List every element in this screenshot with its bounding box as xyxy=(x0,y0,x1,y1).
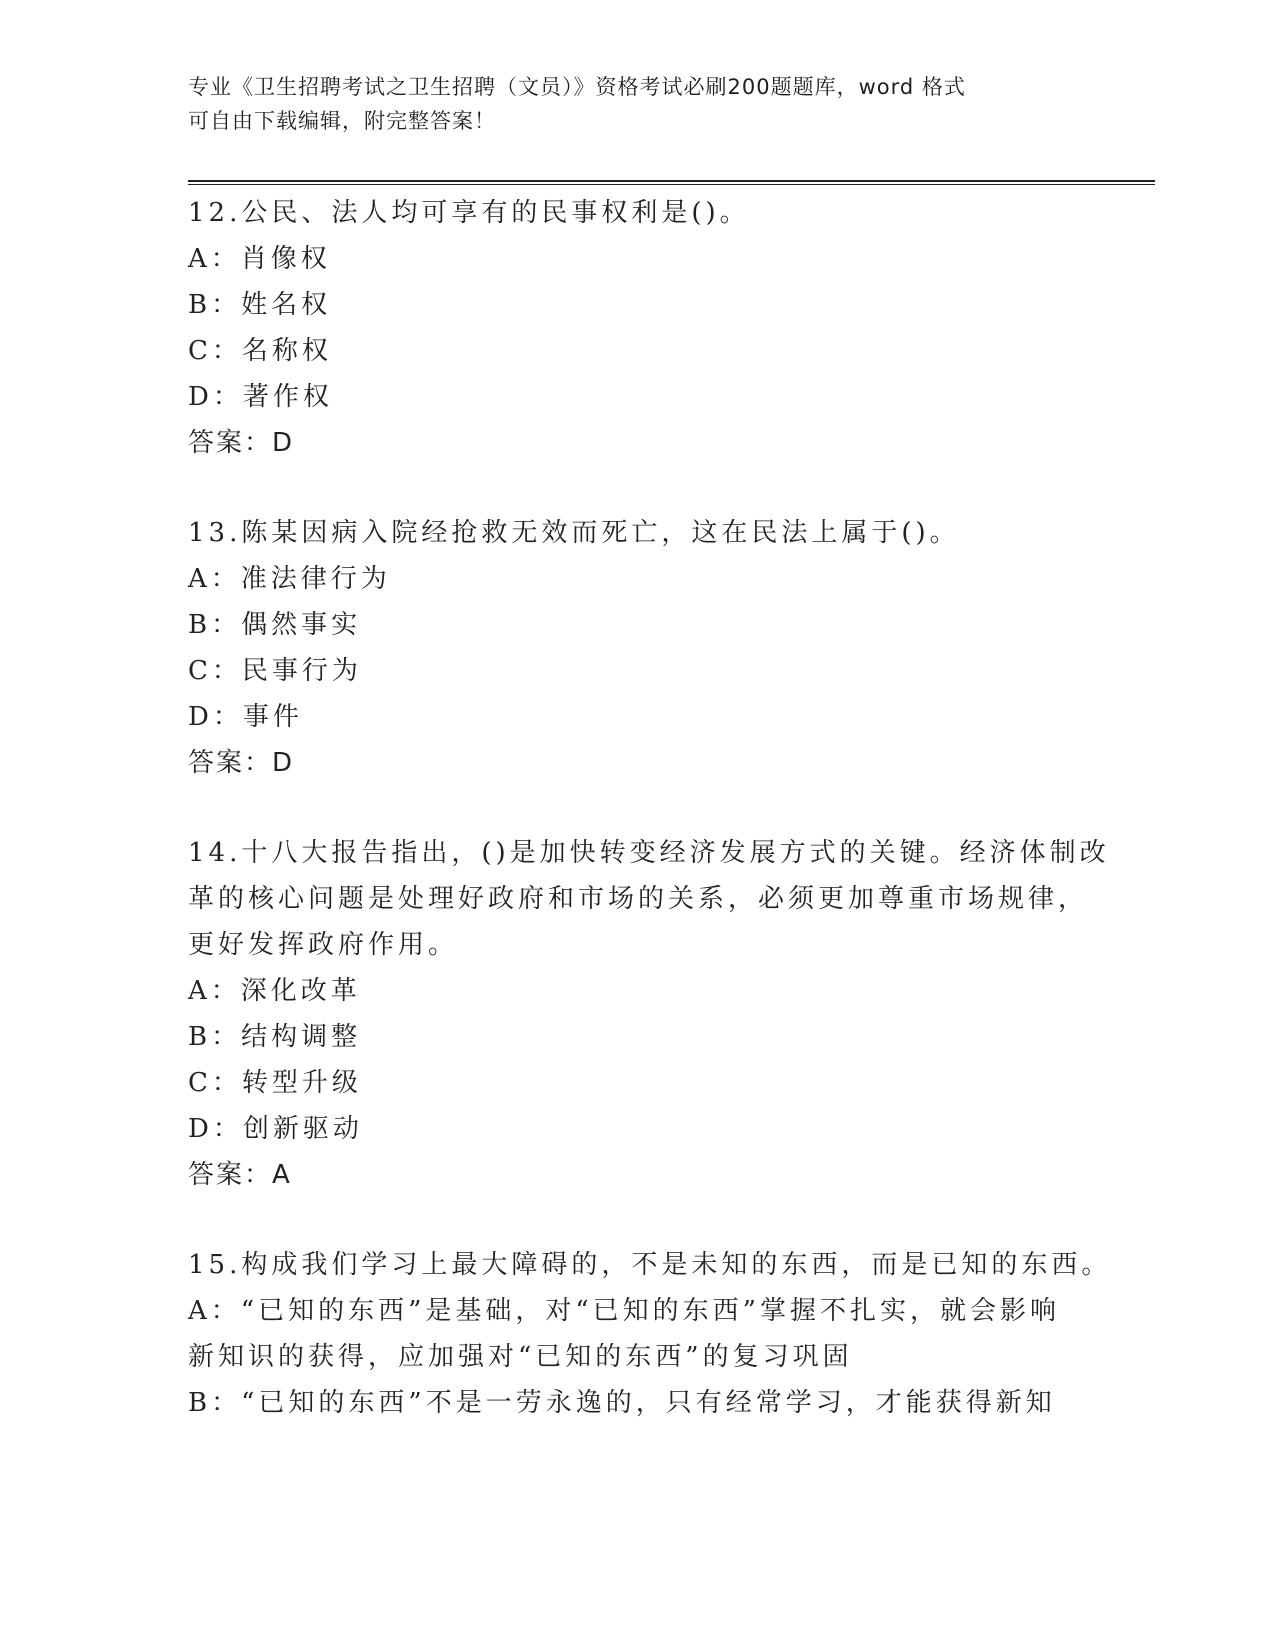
question-block xyxy=(188,1242,1155,1426)
question-stem: 13.陈某因病入院经抢救无效而死亡，这在民法上属于()。 xyxy=(188,518,960,548)
question-list xyxy=(188,190,1155,1470)
question-block xyxy=(188,510,1155,786)
document-header xyxy=(188,70,1088,138)
question-block xyxy=(188,190,1155,466)
correct-answer: 答案：D xyxy=(188,748,295,778)
answer-option: B：偶然事实 xyxy=(188,610,362,640)
question-block xyxy=(188,830,1155,1198)
answer-option: C：转型升级 xyxy=(188,1068,362,1098)
header-line-1: 专业《卫生招聘考试之卫生招聘（文员）》资格考试必刷200题题库，word 格式 xyxy=(188,75,966,99)
question-stem: 更好发挥政府作用。 xyxy=(188,930,459,960)
answer-option: B：结构调整 xyxy=(188,1022,362,1052)
header-divider xyxy=(188,180,1155,185)
answer-option: A：准法律行为 xyxy=(188,564,391,594)
correct-answer: 答案：A xyxy=(188,1160,292,1190)
question-stem: 15.构成我们学习上最大障碍的，不是未知的东西，而是已知的东西。 xyxy=(188,1250,1112,1280)
answer-option: C：民事行为 xyxy=(188,656,362,686)
answer-option: B：“已知的东西”不是一劳永逸的，只有经常学习，才能获得新知 xyxy=(188,1388,1056,1418)
answer-option: A：“已知的东西”是基础，对“已知的东西”掌握不扎实，就会影响 xyxy=(188,1296,1060,1326)
answer-option: D：事件 xyxy=(188,702,303,732)
correct-answer: 答案：D xyxy=(188,428,295,458)
answer-option: 新知识的获得，应加强对“已知的东西”的复习巩固 xyxy=(188,1342,853,1372)
answer-option: C：名称权 xyxy=(188,336,332,366)
header-line-2: 可自由下载编辑，附完整答案！ xyxy=(188,109,496,133)
question-stem: 14.十八大报告指出，()是加快转变经济发展方式的关键。经济体制改 xyxy=(188,838,1110,868)
question-stem: 12.公民、法人均可享有的民事权利是()。 xyxy=(188,198,750,228)
answer-option: D：创新驱动 xyxy=(188,1114,363,1144)
answer-option: D：著作权 xyxy=(188,382,333,412)
answer-option: A：深化改革 xyxy=(188,976,361,1006)
answer-option: A：肖像权 xyxy=(188,244,331,274)
answer-option: B：姓名权 xyxy=(188,290,332,320)
question-stem: 革的核心问题是处理好政府和市场的关系，必须更加尊重市场规律， xyxy=(188,884,1089,914)
